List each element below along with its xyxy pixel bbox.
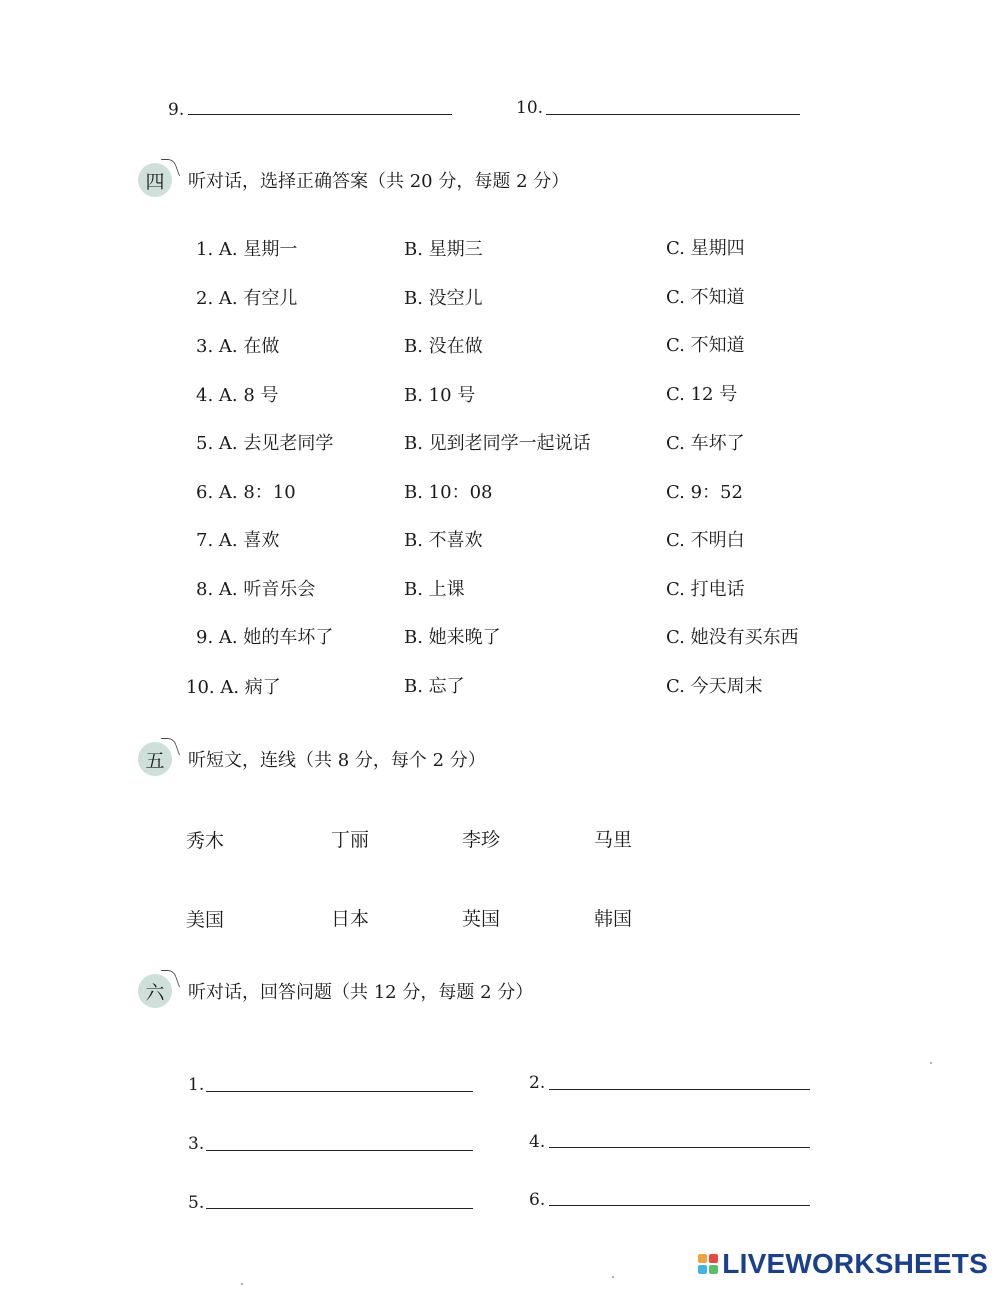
option-c[interactable]: C. 不知道 [666, 335, 745, 356]
option-a[interactable]: 4. A. 8 号 [196, 385, 279, 406]
logo-square [709, 1265, 718, 1274]
option-a[interactable]: 1. A. 星期一 [196, 239, 298, 260]
option-c[interactable]: C. 星期四 [666, 238, 745, 259]
section-badge: 六 [138, 974, 172, 1008]
option-c[interactable]: C. 打电话 [666, 579, 745, 600]
logo-square [709, 1254, 718, 1263]
match-name[interactable]: 秀木 [186, 830, 225, 852]
option-b[interactable]: B. 10 号 [404, 385, 476, 406]
option-a[interactable]: 5. A. 去见老同学 [196, 433, 334, 454]
option-c[interactable]: C. 不明白 [666, 530, 745, 551]
logo-square [698, 1265, 707, 1274]
option-c[interactable]: C. 她没有买东西 [666, 627, 799, 648]
blank-number: 10. [516, 98, 544, 118]
match-name[interactable]: 马里 [594, 829, 633, 851]
option-a[interactable]: 2. A. 有空儿 [196, 288, 298, 309]
match-country[interactable]: 英国 [462, 908, 501, 930]
liveworksheets-logo[interactable] [698, 1248, 988, 1280]
section-6-heading [138, 974, 533, 1008]
option-a[interactable]: 3. A. 在做 [196, 336, 280, 357]
option-b[interactable]: B. 她来晚了 [404, 627, 501, 648]
option-c[interactable]: C. 车坏了 [666, 433, 745, 454]
option-c[interactable]: C. 今天周末 [666, 676, 763, 697]
option-c[interactable]: C. 不知道 [666, 287, 745, 308]
option-a[interactable]: 6. A. 8：10 [196, 482, 296, 503]
logo-icon [698, 1254, 718, 1274]
blank-line[interactable] [206, 1150, 473, 1151]
option-a[interactable]: 10. A. 病了 [186, 677, 281, 698]
blank-line[interactable] [206, 1208, 473, 1209]
option-b[interactable]: B. 见到老同学一起说话 [404, 433, 591, 454]
blank-line[interactable] [546, 114, 800, 115]
option-c[interactable]: C. 12 号 [666, 384, 738, 405]
section-title: 听对话，选择正确答案（共 20 分，每题 2 分） [188, 171, 570, 192]
logo-text: LIVEWORKSHEETS [722, 1248, 988, 1279]
option-b[interactable]: B. 不喜欢 [404, 530, 483, 551]
option-a[interactable]: 8. A. 听音乐会 [196, 579, 316, 600]
option-b[interactable]: B. 星期三 [404, 239, 483, 260]
blank-number: 6. [529, 1190, 546, 1210]
blank-number: 9. [168, 100, 185, 120]
blank-number: 4. [529, 1132, 546, 1152]
section-title: 听对话，回答问题（共 12 分，每题 2 分） [188, 982, 534, 1003]
blank-number: 1. [188, 1075, 205, 1095]
section-badge: 四 [138, 163, 172, 197]
blank-line[interactable] [206, 1091, 473, 1092]
blank-line[interactable] [188, 114, 452, 115]
match-country[interactable]: 日本 [331, 908, 370, 930]
section-4-heading [138, 163, 569, 197]
option-c[interactable]: C. 9：52 [666, 482, 743, 503]
blank-number: 2. [529, 1073, 546, 1093]
match-country[interactable]: 韩国 [594, 908, 633, 930]
section-5-heading [138, 742, 486, 776]
logo-square [698, 1254, 707, 1263]
match-name[interactable]: 丁丽 [331, 829, 370, 851]
option-a[interactable]: 7. A. 喜欢 [196, 530, 280, 551]
option-b[interactable]: B. 10：08 [404, 482, 493, 503]
option-b[interactable]: B. 上课 [404, 579, 465, 600]
option-b[interactable]: B. 忘了 [404, 676, 465, 697]
option-b[interactable]: B. 没空儿 [404, 288, 483, 309]
match-country[interactable]: 美国 [186, 909, 225, 931]
section-badge: 五 [138, 742, 172, 776]
section-title: 听短文，连线（共 8 分，每个 2 分） [188, 750, 486, 771]
scan-speck [241, 1283, 243, 1285]
blank-line[interactable] [549, 1089, 810, 1090]
blank-number: 3. [188, 1134, 205, 1154]
blank-number: 5. [188, 1193, 205, 1213]
blank-line[interactable] [549, 1205, 810, 1206]
match-name[interactable]: 李珍 [462, 829, 501, 851]
blank-line[interactable] [549, 1147, 810, 1148]
option-a[interactable]: 9. A. 她的车坏了 [196, 627, 334, 648]
option-b[interactable]: B. 没在做 [404, 336, 483, 357]
scan-speck [930, 1062, 932, 1064]
scan-speck [612, 1276, 614, 1278]
